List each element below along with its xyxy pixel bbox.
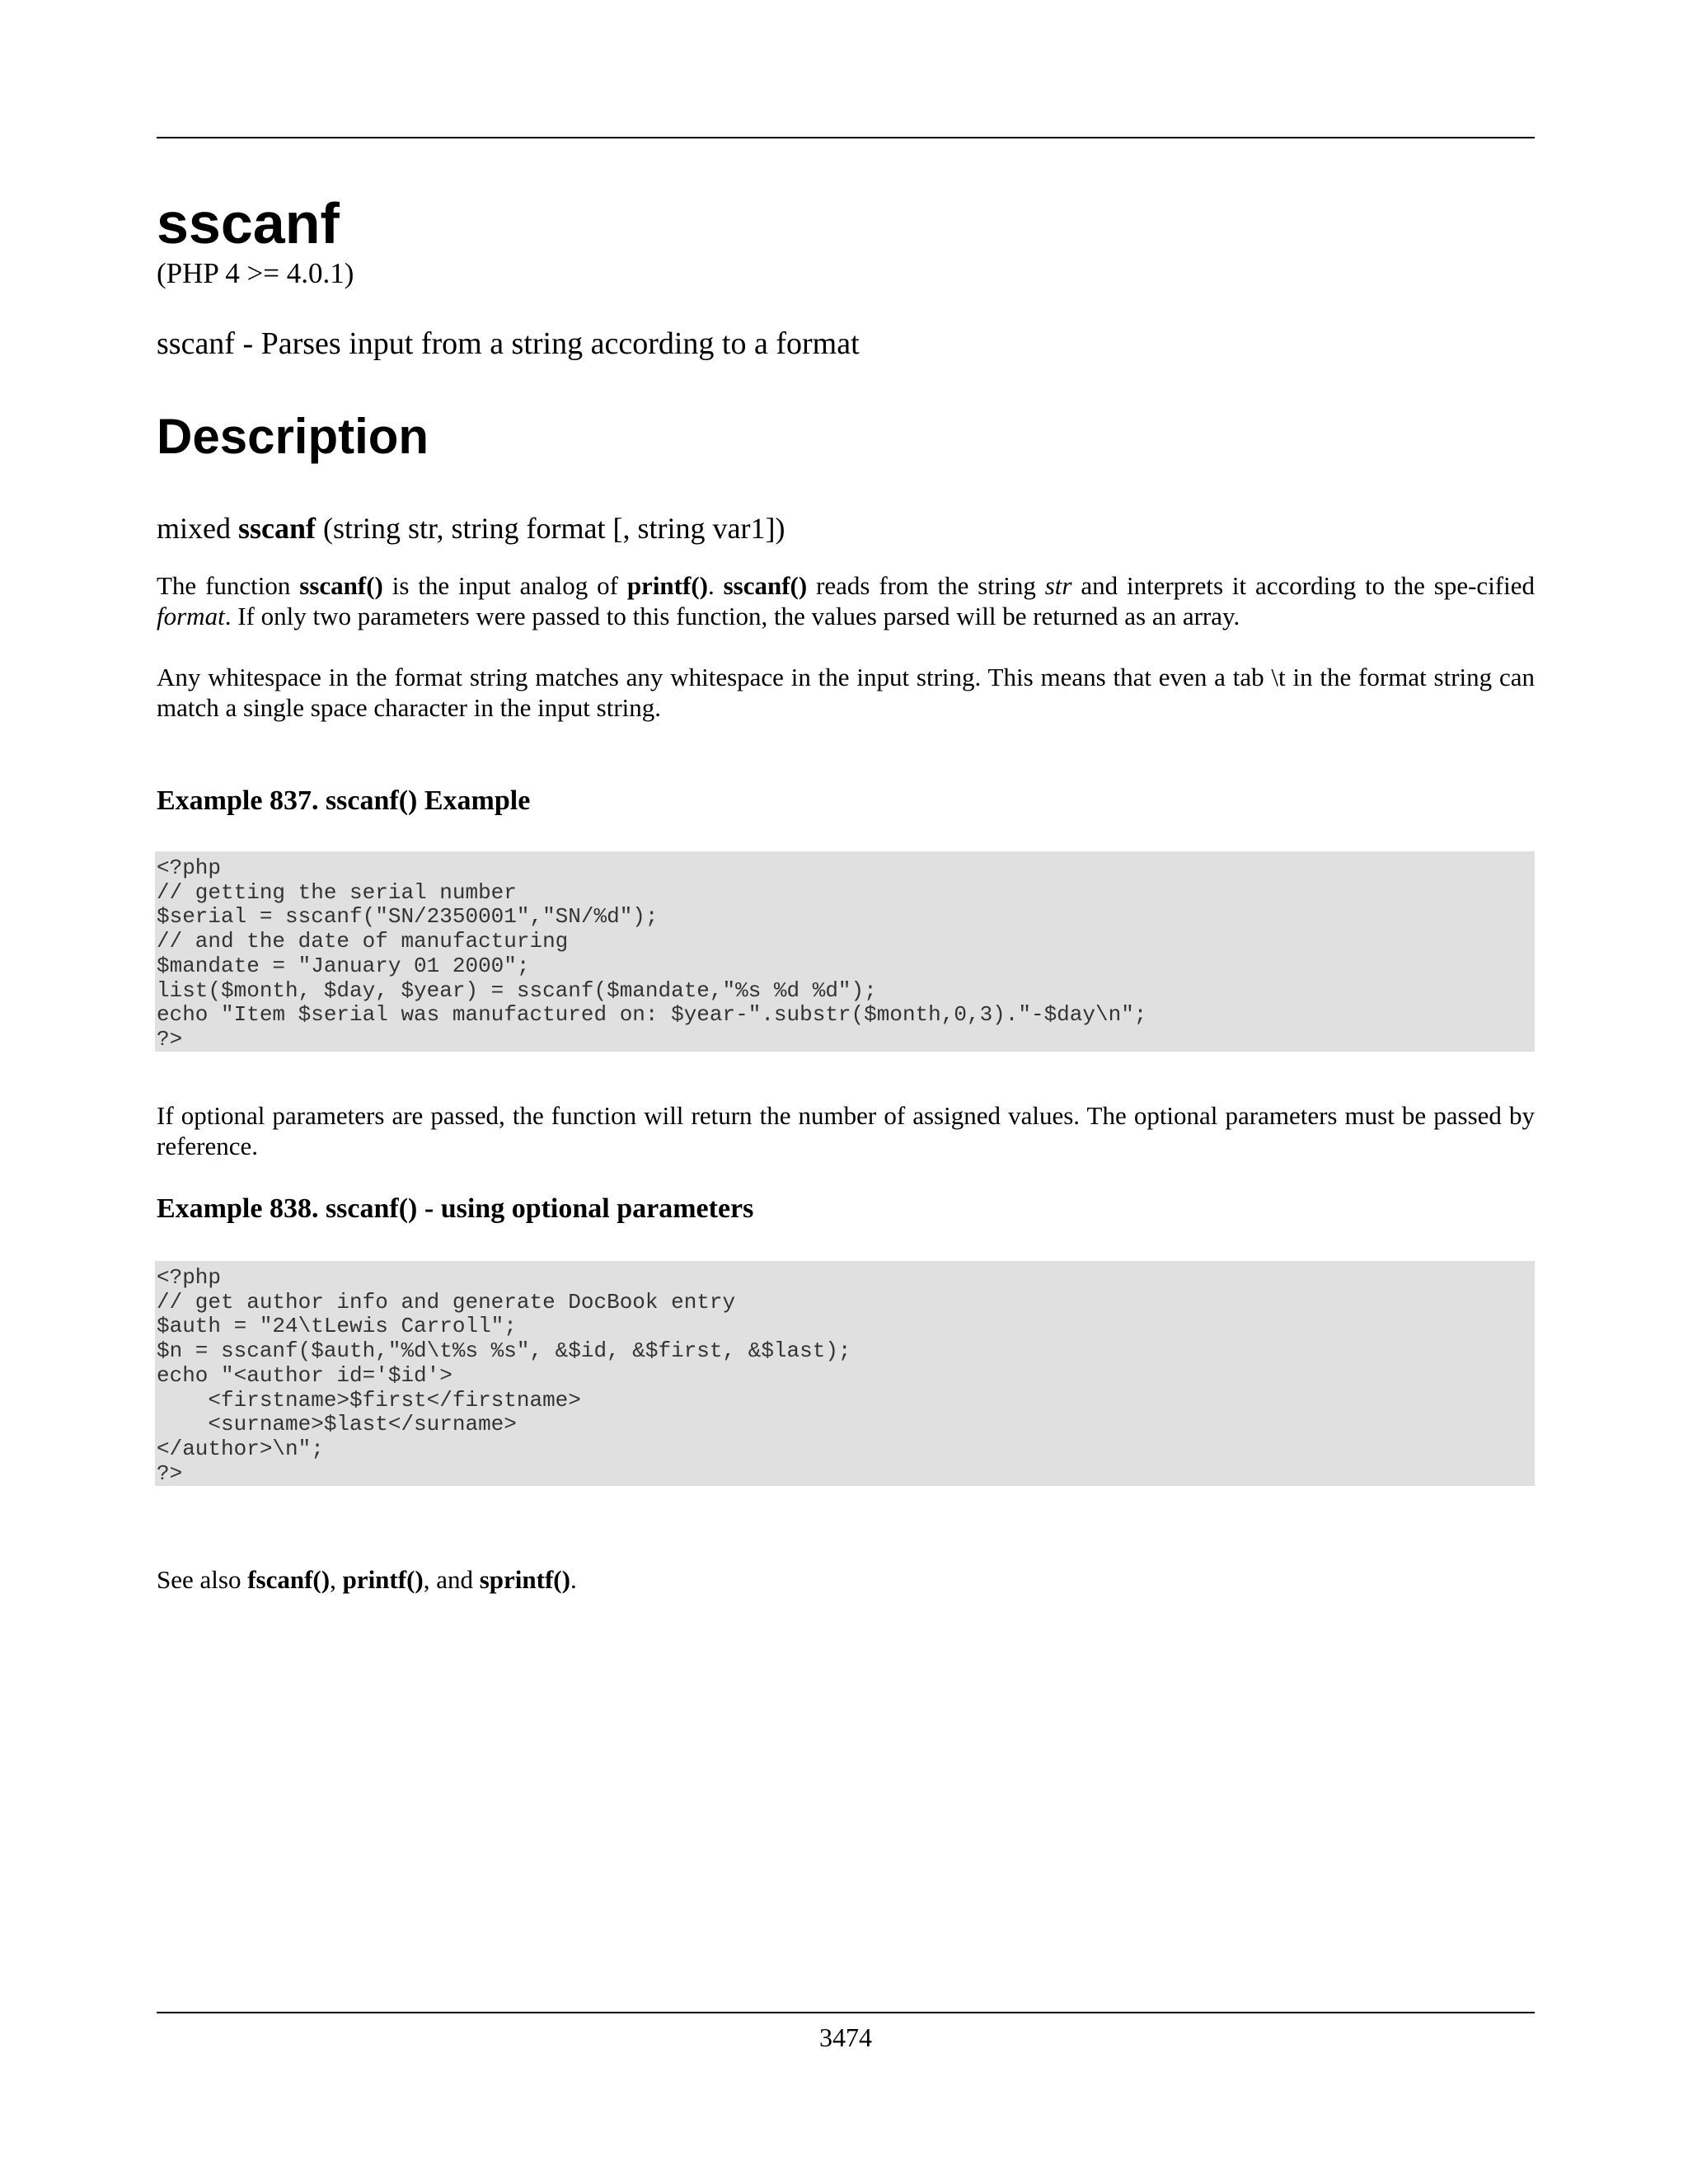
description-heading: Description — [157, 409, 429, 464]
function-ref-printf: printf() — [626, 571, 708, 600]
page-title: sscanf — [157, 191, 340, 255]
text-span: reads from the string — [807, 571, 1045, 600]
text-span: The function — [157, 571, 300, 600]
function-synopsis — [157, 509, 785, 547]
text-span: See also — [157, 1565, 248, 1594]
synopsis-return-type: mixed — [157, 512, 238, 545]
example-837-title: Example 837. sscanf() Example — [157, 785, 531, 816]
function-purpose: sscanf - Parses input from a string according to a format — [157, 326, 860, 361]
description-paragraph-1 — [157, 570, 1535, 631]
text-span: and interprets it according to the spe-cified — [1071, 571, 1536, 600]
see-also-link-sprintf[interactable]: sprintf() — [479, 1565, 570, 1594]
optional-params-paragraph: If optional parameters are passed, the function will return the number of assigned values. The optional parameters must be passed by reference. — [157, 1101, 1535, 1160]
document-page — [157, 0, 1535, 2184]
text-span: , — [330, 1565, 343, 1594]
see-also-link-fscanf[interactable]: fscanf() — [247, 1565, 331, 1594]
function-ref-sscanf: sscanf() — [723, 571, 808, 600]
text-span: . — [707, 571, 724, 600]
text-span: . If only two parameters were passed to this function, the values parsed will be returned as an array. — [224, 602, 1240, 630]
parameter-ref-format: format — [157, 602, 225, 630]
example-838-title: Example 838. sscanf() - using optional parameters — [157, 1193, 754, 1224]
see-also-paragraph — [157, 1564, 1535, 1595]
function-ref-sscanf: sscanf() — [299, 571, 383, 600]
text-span: , and — [423, 1565, 480, 1594]
see-also-link-printf[interactable]: printf() — [342, 1565, 424, 1594]
description-paragraph-2: Any whitespace in the format string matches any whitespace in the input string. This means that even a tab \t in the format string can match a single space character in the input string. — [157, 663, 1535, 722]
example-837-code: <?php // getting the serial number $serial = sscanf("SN/2350001","SN/%d"); // and the date of manufacturing $mandate = "January 01 2000"; list($month, $day, $year) = sscanf($mandate,"%s %d %d"); echo "Item $serial was manufactured on: $year-".substr($month,0,3)."-$day\n"; ?> — [155, 851, 1535, 1052]
header-rule — [157, 137, 1535, 138]
footer-rule — [157, 2012, 1535, 2013]
synopsis-params: (string str, string format [, string var1]) — [316, 512, 785, 545]
synopsis-function-name: sscanf — [237, 512, 316, 545]
page-number: 3474 — [819, 2022, 872, 2052]
version-info: (PHP 4 >= 4.0.1) — [157, 257, 354, 289]
text-span: is the input analog of — [382, 571, 627, 600]
example-838-code: <?php // get author info and generate DocBook entry $auth = "24\tLewis Carroll"; $n = sscanf($auth,"%d\t%s %s", &$id, &$first, &$last); echo "<author id='$id'> <firstname>$first</firstname> <surname>$last</surname> </author>\n"; ?> — [155, 1261, 1535, 1486]
text-span: . — [570, 1565, 577, 1594]
parameter-ref-str: str — [1044, 571, 1072, 600]
